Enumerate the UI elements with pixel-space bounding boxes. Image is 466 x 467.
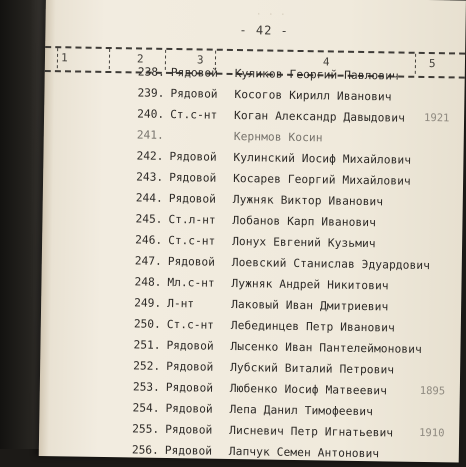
list-item: [41, 295, 461, 320]
row-name: Лаковый Иван Дмитриевич: [231, 297, 389, 314]
row-name: Лужняк Андрей Никитович: [231, 276, 389, 293]
list-item: [42, 211, 462, 236]
row-number: 240.: [137, 107, 165, 121]
list-item: [39, 400, 459, 425]
row-number: 239.: [137, 86, 165, 100]
row-rank: Ст.л-нт: [168, 212, 216, 227]
list-item: [39, 421, 459, 446]
list-item: [44, 127, 464, 152]
row-name: Любенко Иосиф Матвеевич: [229, 381, 388, 398]
row-rank: Рядовой: [169, 149, 217, 164]
list-item: [43, 169, 463, 194]
list-item: [42, 253, 462, 278]
row-rank: Рядовой: [169, 170, 217, 185]
row-number: 253.: [132, 380, 160, 394]
row-year: 1910: [419, 426, 445, 440]
row-number: 251.: [133, 338, 161, 352]
row-name: Лужняк Виктор Иванович: [232, 192, 384, 209]
row-name: Лебединцев Петр Иванович: [230, 318, 395, 335]
row-rank: Рядовой: [166, 359, 214, 374]
row-rank: Рядовой: [168, 191, 217, 206]
row-number: 254.: [132, 401, 160, 415]
row-rank: Рядовой: [166, 338, 214, 353]
bleed-through-text: · · ·: [255, 9, 286, 21]
list-item: [42, 232, 462, 257]
row-name: Лысенко Иван Пантелеймонович: [230, 339, 422, 356]
row-number: 244.: [135, 191, 163, 205]
row-rank: Ст.с-нт: [170, 107, 218, 122]
row-rank: Ст.с-нт: [168, 233, 216, 248]
list-item: [41, 316, 461, 341]
page-number: - 42 -: [239, 23, 289, 38]
row-number: 243.: [136, 170, 164, 184]
row-name: Кернмов Косин: [233, 129, 323, 145]
header-col-4: 4: [322, 55, 330, 69]
row-number: 245.: [135, 212, 163, 226]
row-name: Куликов Георгий Павлович: [234, 66, 399, 83]
row-rank: Мл.с-нт: [167, 275, 215, 290]
row-rank: Рядовой: [165, 401, 213, 416]
row-year: 1921: [424, 111, 450, 125]
list-item: [40, 337, 460, 362]
row-rank: Рядовой: [170, 65, 219, 80]
header-col-3: 3: [196, 53, 204, 67]
row-name: Кулинский Иосиф Михайлович: [233, 150, 412, 167]
row-rank: Ст.с-нт: [166, 317, 215, 332]
list-item: [40, 379, 460, 404]
list-item: [43, 148, 463, 173]
row-number: 250.: [133, 317, 161, 331]
document-page: [39, 0, 466, 463]
header-col-2: 2: [136, 52, 144, 66]
row-number: 255.: [132, 422, 160, 436]
row-number: 249.: [134, 296, 162, 310]
list-item: [44, 106, 464, 131]
row-number: 241.: [136, 128, 164, 142]
row-rank: Рядовой: [170, 86, 218, 101]
row-rank: Рядовой: [165, 380, 214, 395]
row-rank: Рядовой: [164, 443, 213, 458]
header-col-1: 1: [60, 51, 68, 65]
row-name: Лубский Виталий Петрович: [230, 360, 395, 377]
row-number: 248.: [134, 275, 162, 289]
row-name: Лисневич Петр Игнатьевич: [229, 423, 394, 440]
row-name: Косогов Кирилл Иванович: [234, 87, 392, 104]
list-item: [41, 274, 461, 299]
row-number: 246.: [135, 233, 163, 247]
row-rank: Рядовой: [165, 422, 213, 437]
row-name: Лобанов Карп Иванович: [232, 213, 377, 230]
list-item: [43, 190, 463, 215]
row-number: 252.: [133, 359, 161, 373]
row-name: Лоевский Станислав Эдуардович: [231, 255, 431, 273]
row-rank: Л-нт: [167, 296, 195, 311]
row-name: Лонух Евгений Кузьмич: [232, 234, 376, 251]
row-number: 247.: [134, 254, 162, 268]
row-rank: Рядовой: [167, 254, 216, 269]
row-name: Косарев Георгий Михайлович: [233, 171, 411, 188]
list-item: [40, 358, 460, 383]
row-name: Коган Александр Давыдович: [234, 108, 406, 125]
row-number: 242.: [136, 149, 164, 163]
row-name: Лепа Данил Тимофеевич: [229, 402, 374, 419]
row-name: Лапчук Семен Антонович: [228, 444, 380, 461]
header-col-5: 5: [428, 57, 436, 71]
row-number: 256.: [131, 443, 159, 457]
list-item: [39, 442, 459, 467]
row-number: 238.: [137, 65, 165, 79]
row-year: 1895: [419, 384, 446, 398]
list-item: [44, 85, 464, 110]
